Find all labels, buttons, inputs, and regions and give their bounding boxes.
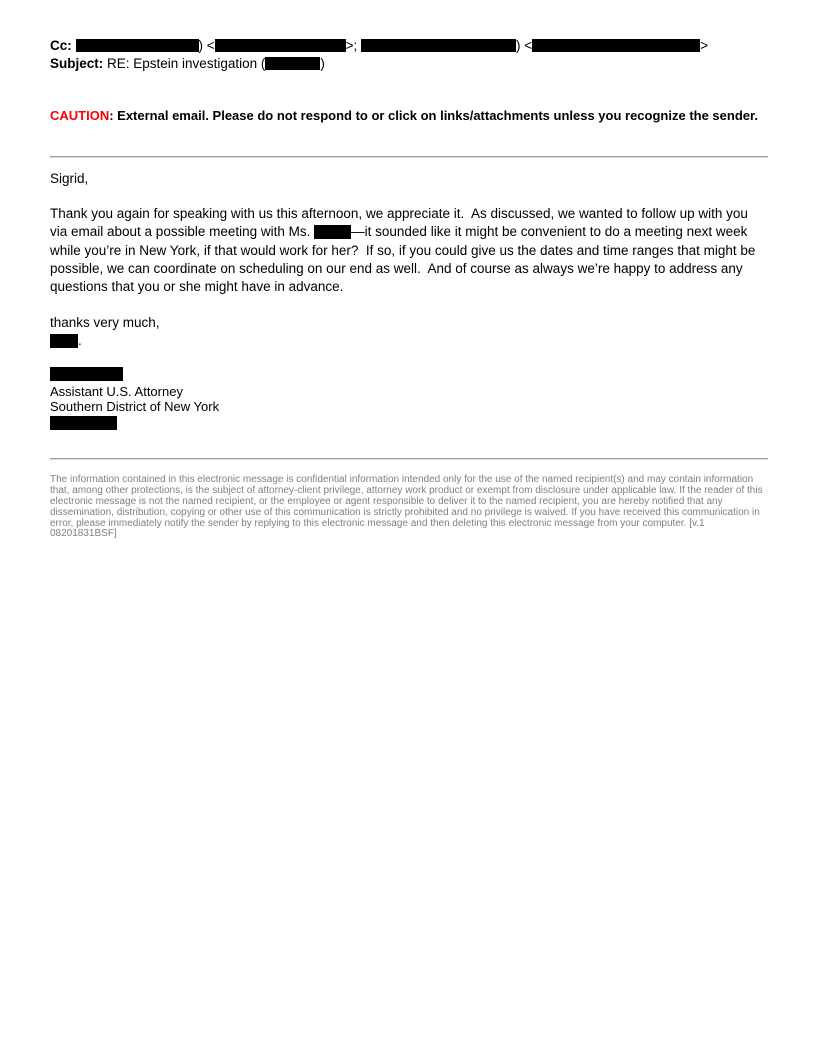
subject-close-paren: ) xyxy=(320,56,325,71)
redaction-bar-cc-email-1 xyxy=(215,39,346,52)
redaction-bar-subject xyxy=(265,57,320,70)
redaction-bar-signature-phone xyxy=(50,416,117,430)
redaction-bar-cc-email-2 xyxy=(532,39,700,52)
cc-line xyxy=(50,37,768,55)
confidentiality-disclaimer: The information contained in this electronic message is confidential information intended only for the use of the named recipient(s) and may contain information that, among other protections, is the subject of attorney-client privilege, attorney work product or exempt from disclosure under applicable law. If the reader of this electronic message is not the named recipient, or the employee or agent responsible to deliver it to the named recipient, you are hereby notified that any dissemination, distribution, copying or other use of this communication is strictly prohibited and no privilege is waived. If you have received this communication in error, please immediately notify the sender by replying to this electronic message and then deleting this electronic message from your computer. [v.1 08201831BSF] xyxy=(50,474,766,540)
caution-banner xyxy=(50,107,768,125)
subject-text: RE: Epstein investigation ( xyxy=(107,56,266,71)
caution-text: : External email. Please do not respond to or click on links/attachments unless you recognize the sender. xyxy=(109,108,758,123)
cc-label: Cc: xyxy=(50,38,76,53)
body-paragraph xyxy=(50,205,768,296)
greeting: Sigrid, xyxy=(50,171,89,186)
closing-name-line xyxy=(50,332,768,350)
caution-label: CAUTION xyxy=(50,108,110,123)
cc-separator-3: ) < xyxy=(516,38,533,53)
redaction-bar-cc-name-1 xyxy=(76,39,199,52)
signature-title: Assistant U.S. Attorney xyxy=(50,384,183,400)
closing-line: thanks very much, xyxy=(50,315,160,331)
cc-separator-4: > xyxy=(700,38,709,53)
subject-line xyxy=(50,55,768,73)
redaction-bar-cc-name-2 xyxy=(361,39,516,52)
bottom-divider xyxy=(50,458,768,460)
cc-separator-2: >; xyxy=(345,38,362,53)
top-divider xyxy=(50,156,768,158)
redaction-bar-signature-name xyxy=(50,367,123,381)
cc-separator-1: ) < xyxy=(198,38,215,53)
closing-period: . xyxy=(78,333,82,349)
paragraph-text-before: Thank you again for speaking with us this afternoon, we appreciate it. As discussed, we wanted to follow up with you via email about a possible meeting with Ms. xyxy=(50,206,752,240)
signature-office: Southern District of New York xyxy=(50,399,220,415)
subject-label: Subject: xyxy=(50,56,108,71)
paragraph-text-after: —it sounded like it might be convenient to do a meeting next week while you’re in New York, if that would work for her? If so, if you could give us the dates and time ranges that might be possible, we can coordinate on scheduling on our end as well. And of course as always we’re happy to address any questions that you or she might have in advance. xyxy=(50,224,760,295)
redaction-bar-sender-first-name xyxy=(50,334,78,348)
redaction-bar-ms-name xyxy=(314,225,351,239)
